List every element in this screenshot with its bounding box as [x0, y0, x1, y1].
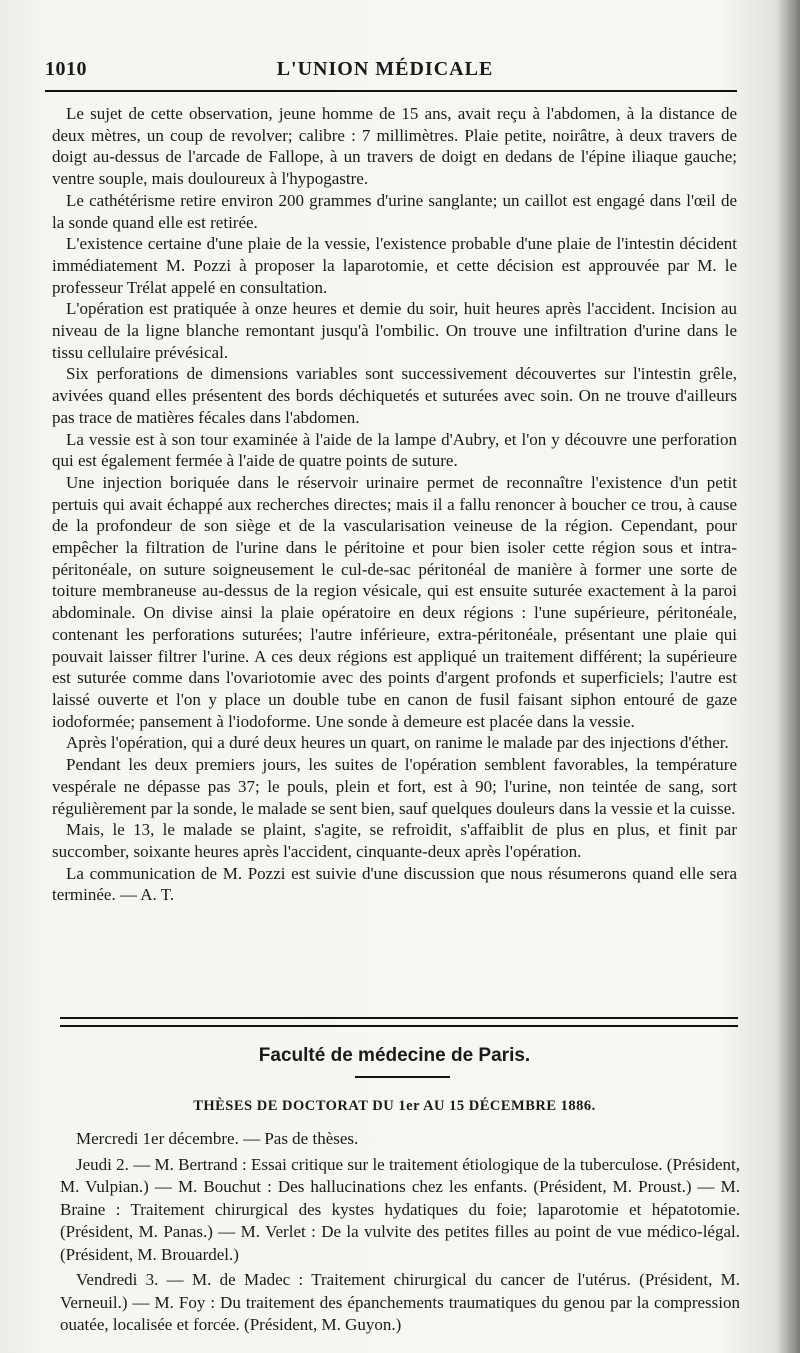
article-paragraph: La vessie est à son tour examinée à l'aide de la lampe d'Aubry, et l'on y découvre une perforation qui est également fermée à l'aide de quatre points de suture.: [52, 429, 737, 471]
theses-entry: Vendredi 3. — M. de Madec : Traitement chirurgical du cancer de l'utérus. (Président, M. Verneuil.) — M. Foy : Du traitement des épanchements traumatiques du genou par la compression ouatée, localisée et forcée. (Président, M. Guyon.): [60, 1270, 740, 1334]
article-paragraph: Six perforations de dimensions variables sont successivement découvertes sur l'intestin grêle, avivées quand elles présentent des bords déchiquetés et suturées avec soin. On ne trouve d'ailleurs pas trace de matières fécales dans l'abdomen.: [52, 364, 737, 427]
article-paragraph: Mais, le 13, le malade se plaint, s'agite, se refroidit, s'affaiblit de plus en plus, et finit par succomber, soixante heures après l'accident, cinquante-deux après l'opération.: [52, 820, 737, 861]
theses-entry: Mercredi 1er décembre. — Pas de thèses.: [76, 1129, 359, 1148]
page-header: [45, 58, 725, 88]
article-paragraph: Le sujet de cette observation, jeune homme de 15 ans, avait reçu à l'abdomen, à la distance de deux mètres, un coup de revolver; calibre : 7 millimètres. Plaie petite, noirâtre, à deux travers de doigt au-dessus de l'arcade de Fallope, à un travers de doigt en dedans de l'épine iliaque gauche; ventre souple, mais douloureux à l'hypogastre.: [52, 104, 737, 189]
theses-list: [60, 1128, 740, 1340]
section-subtitle: THÈSES DE DOCTORAT DU 1er AU 15 DÉCEMBRE 1886.: [193, 1098, 596, 1114]
section-title: Faculté de médecine de Paris.: [258, 1045, 531, 1066]
article-paragraph: L'opération est pratiquée à onze heures et demie du soir, huit heures après l'accident. Incision au niveau de la ligne blanche remontant jusqu'à l'ombilic. On trouve une infiltration d'urine dans le tissu cellulaire prévésical.: [52, 299, 737, 362]
article-paragraph: Pendant les deux premiers jours, les suites de l'opération semblent favorables, la température vespérale ne dépasse pas 37; le pouls, plein et fort, est à 90; l'urine, non teintée de sang, sort régulièrement par la sonde, le malade se sent bien, sauf quelques douleurs dans la vessie et la cuisse.: [52, 755, 737, 818]
journal-title: L'UNION MÉDICALE: [276, 58, 494, 80]
theses-entry: Jeudi 2. — M. Bertrand : Essai critique sur le traitement étiologique de la tuberculose. (Président, M. Vulpian.) — M. Bouchut : Des hallucinations chez les enfants. (Président, M. Proust.) — M. Braine : Traitement chirurgical des kystes hydatiques du foie; laparotomie et hépatotomie. (Président, M. Panas.) — M. Verlet : De la vulvite des petites filles au point de vue médico-légal. (Président, M. Brouardel.): [60, 1154, 740, 1264]
article-body: [52, 103, 737, 906]
section-divider: [60, 1017, 738, 1027]
article-paragraph: Le cathétérisme retire environ 200 grammes d'urine sanglante; un caillot est engagé dans l'œil de la sonde quand elle est retirée.: [52, 190, 737, 232]
page-number: 1010: [45, 58, 87, 80]
header-rule: [45, 90, 737, 92]
article-paragraph: La communication de M. Pozzi est suivie d'une discussion que nous résumerons quand elle sera terminée. — A. T.: [52, 863, 737, 905]
article-paragraph: L'existence certaine d'une plaie de la vessie, l'existence probable d'une plaie de l'intestin décident immédiatement M. Pozzi à proposer la laparotomie, et cette décision est approuvée par M. le professeur Trélat appelé en consultation.: [52, 234, 737, 297]
title-underline: [355, 1076, 450, 1078]
article-paragraph: Une injection boriquée dans le réservoir urinaire permet de reconnaître l'existence d'un petit pertuis qui avait échappé aux recherches directes; mais il a fallu renoncer à boucher ce trou, à cause de la profondeur de son siège et de la vascularisation veineuse de la région. Cependant, pour empêcher la filtration de l'urine dans le péritoine et pour bien isoler cette région sous et intra-péritonéale, on suture soigneusement le cul-de-sac péritonéal de manière à former une sorte de toiture membraneuse au-dessus de la region vésicale, qui est ensuite suturée exactement à la paroi abdominale. On divise ainsi la plaie opératoire en deux régions : l'une supérieure, péritonéale, contenant les perforations suturées; l'autre inférieure, extra-péritonéale, présentant une plaie qui pouvait laisser filtrer l'urine. A ces deux régions est appliqué un traitement différent; la supérieure est suturée comme dans l'ovariotomie avec des points d'argent profonds et superficiels; l'autre est laissé ouverte et l'on y place un double tube en canon de fusil faisant siphon entouré de gaze iodoformée; pansement à l'iodoforme. Une sonde à demeure est placée dans la vessie.: [52, 472, 737, 731]
article-paragraph: Après l'opération, qui a duré deux heures un quart, on ranime le malade par des injections d'éther.: [66, 733, 729, 753]
